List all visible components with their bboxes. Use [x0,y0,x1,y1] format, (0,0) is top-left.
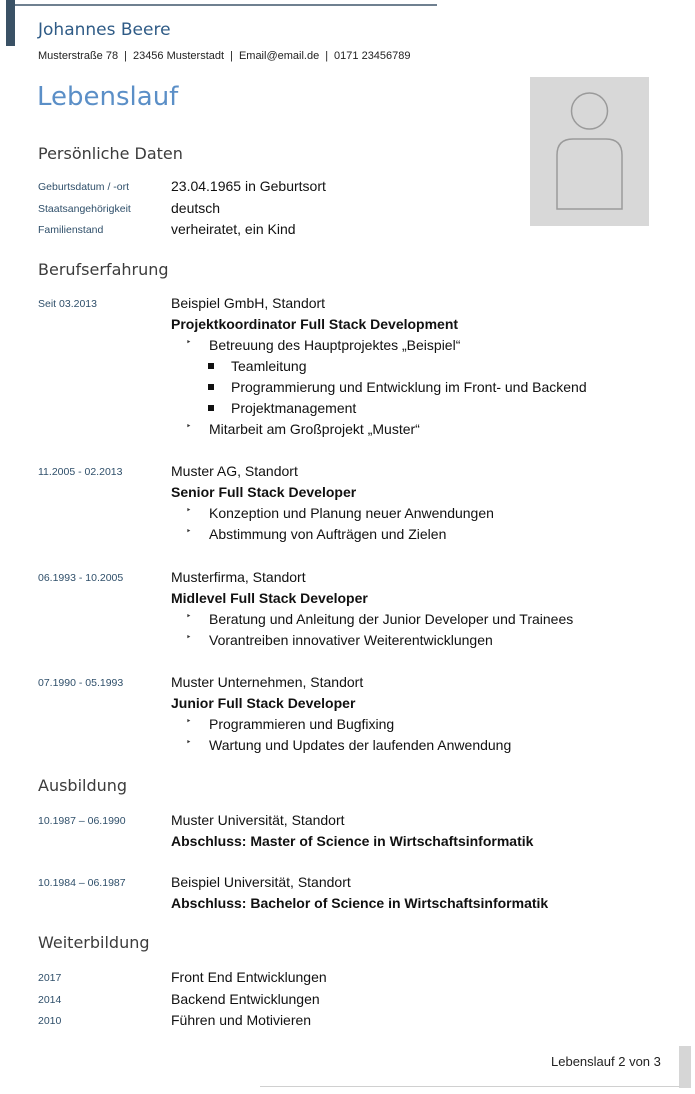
education-degree: Abschluss: Master of Science in Wirtschaftsinformatik [171,833,534,849]
training-year: 2014 [38,994,62,1006]
bullet-arrow-icon: ‣ [186,716,192,726]
section-training-heading: Weiterbildung [38,933,150,952]
separator: | [325,50,329,62]
bullet-arrow-icon: ‣ [186,505,192,515]
job-role: Senior Full Stack Developer [171,484,357,500]
job-date: 07.1990 - 05.1993 [38,677,124,689]
page-number: Lebenslauf 2 von 3 [551,1054,661,1069]
contact-street: Musterstraße 78 [38,50,119,62]
job-date: 06.1993 - 10.2005 [38,572,124,584]
job-role: Projektkoordinator Full Stack Development [171,316,459,332]
training-topic: Backend Entwicklungen [171,991,320,1007]
job-date: 11.2005 - 02.2013 [38,466,123,478]
training-topic: Front End Entwicklungen [171,969,327,985]
personal-value-marital: verheiratet, ein Kind [171,221,296,237]
education-school: Beispiel Universität, Standort [171,874,351,890]
contact-city: 23456 Musterstadt [132,50,225,62]
job-company: Musterfirma, Standort [171,569,306,585]
personal-label-marital: Familienstand [38,224,104,236]
footer-line [260,1086,680,1087]
bullet-square-icon [208,363,214,369]
bullet-arrow-icon: ‣ [186,632,192,642]
separator: | [230,50,233,62]
education-date: 10.1984 – 06.1987 [38,877,126,889]
bullet-arrow-icon: ‣ [186,611,192,621]
personal-value-nationality: deutsch [171,200,221,216]
bullet-arrow-icon: ‣ [186,337,192,347]
education-date: 10.1987 – 06.1990 [38,815,126,827]
job-company: Muster AG, Standort [171,463,298,479]
section-experience-heading: Berufserfahrung [38,260,169,279]
section-personal-heading: Persönliche Daten [38,144,183,163]
job-company: Beispiel GmbH, Standort [171,295,326,311]
bullet-square-icon [208,384,214,390]
photo-placeholder [530,77,649,226]
job-role: Midlevel Full Stack Developer [171,590,368,606]
document-title: Lebenslauf [37,82,179,112]
training-topic: Führen und Motivieren [171,1012,312,1028]
personal-value-birth: 23.04.1965 in Geburtsort [171,178,326,194]
header-accent-bar [6,0,15,46]
training-year: 2010 [38,1015,62,1027]
bullet-arrow-icon: ‣ [186,737,192,747]
job-date: Seit 03.2013 [38,298,97,310]
contact-email: Email@email.de [238,50,320,62]
header-top-line [15,4,437,6]
personal-label-birth: Geburtsdatum / -ort [38,181,130,193]
job-company: Muster Unternehmen, Standort [171,674,364,690]
contact-line [38,50,411,62]
personal-label-nationality: Staatsangehörigkeit [38,203,131,215]
training-year: 2017 [38,972,62,984]
bullet-arrow-icon: ‣ [186,421,192,431]
section-education-heading: Ausbildung [38,776,128,795]
contact-phone: 0171 23456789 [334,50,411,62]
bullet-arrow-icon: ‣ [186,526,192,536]
education-degree: Abschluss: Bachelor of Science in Wirtschaftsinformatik [171,895,549,911]
education-school: Muster Universität, Standort [171,812,345,828]
applicant-name: Johannes Beere [38,20,171,40]
bullet-square-icon [208,405,214,411]
footer-accent-bar [679,1046,691,1088]
job-role: Junior Full Stack Developer [171,695,356,711]
separator: | [124,50,127,62]
person-placeholder-icon [530,77,649,226]
